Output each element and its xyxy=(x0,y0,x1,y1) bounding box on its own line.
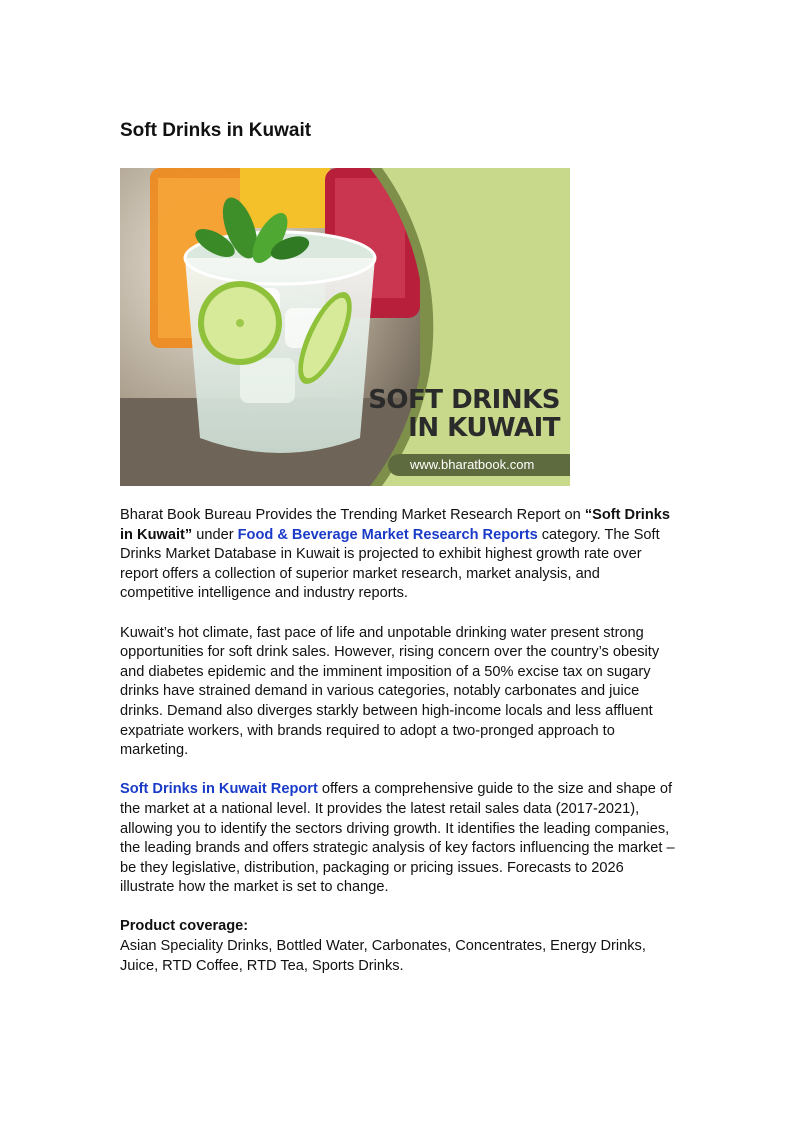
product-coverage-list: Asian Speciality Drinks, Bottled Water, Carbonates, Concentrates, Energy Drinks, Juice, RTD Coffee, RTD Tea, Sports Drinks. xyxy=(120,938,646,974)
article-body xyxy=(120,506,676,976)
product-coverage xyxy=(120,917,676,976)
report-title: “Soft Drinks in Kuwait” xyxy=(120,507,670,543)
intro-text: Bharat Book Bureau Provides the Trending Market Research Report on xyxy=(120,507,585,523)
banner-headline-line1: SOFT DRINKS xyxy=(368,385,560,415)
banner-url-text: www.bharatbook.com xyxy=(410,457,535,472)
intro-paragraph xyxy=(120,506,676,604)
report-description: offers a comprehensive guide to the size and shape of the market at a national level. It provides the latest retail sales data (2017-2021), allowing you to identify the sectors driving growth. It identifies the leading companies, the leading brands and offers strategic analysis of key factors influencing the market – be they legislative, distribution, packaging or pricing issues. Forecasts to 2026 illustrate how the market is set to change. xyxy=(120,781,675,896)
banner-url-bar xyxy=(388,454,570,476)
report-link[interactable]: Soft Drinks in Kuwait Report xyxy=(120,781,318,798)
banner-headline-line2: IN KUWAIT xyxy=(408,413,560,443)
product-coverage-heading: Product coverage: xyxy=(120,918,249,935)
intro-text-rest: category. The Soft Drinks Market Database in Kuwait is projected to exhibit highest growth rate over report offers a collection of superior market research, market analysis, and competitive intelligence and industry reports. xyxy=(120,526,660,602)
report-paragraph xyxy=(120,780,676,898)
banner-headline xyxy=(368,386,560,442)
market-paragraph: Kuwait’s hot climate, fast pace of life and unpotable drinking water present strong opportunities for soft drink sales. However, rising concern over the country’s obesity and diabetes epidemic and the imminent imposition of a 50% excise tax on sugary drinks have strained demand in various categories, notably carbonates and juice drinks. Demand also diverges starkly between high-income locals and less affluent expatriate workers, with brands required to adopt a two-pronged approach to marketing. xyxy=(120,624,660,759)
page-title: Soft Drinks in Kuwait xyxy=(120,120,312,141)
banner-image xyxy=(120,168,570,486)
category-link[interactable]: Food & Beverage Market Research Reports xyxy=(237,526,538,543)
intro-connector: under xyxy=(192,526,238,543)
